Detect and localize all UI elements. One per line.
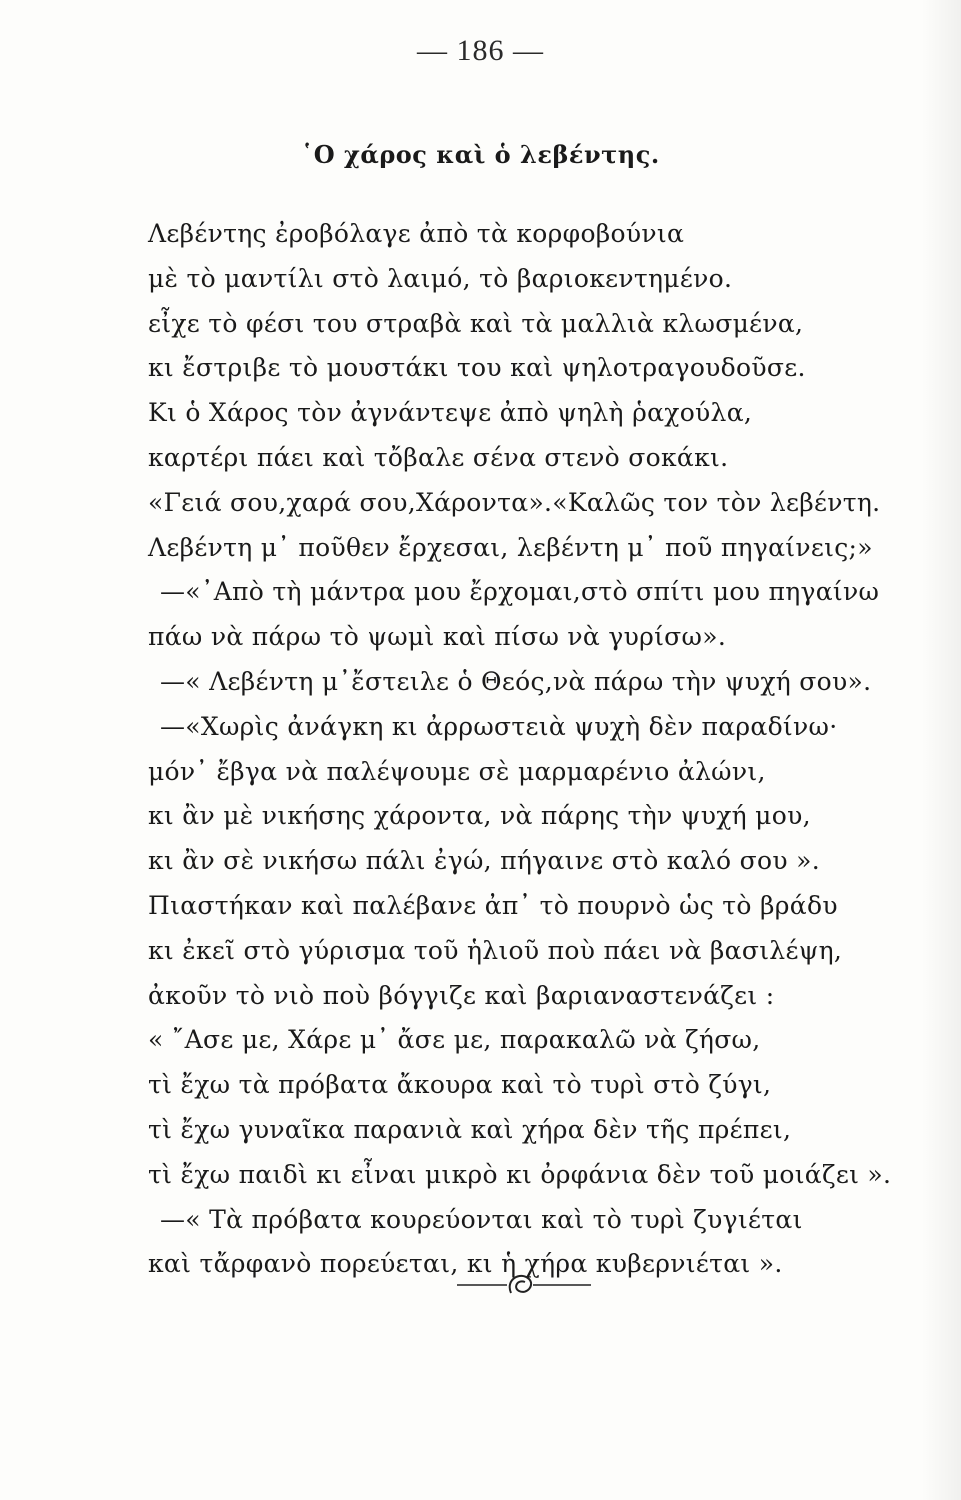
poem-line: κι ἔστριβε τὸ μουστάκι του καὶ ψηλοτραγουδοῦσε.: [148, 353, 806, 383]
poem-line: τὶ ἔχω παιδὶ κι εἶναι μικρὸ κι ὀρφάνια δὲν τοῦ μοιάζει ».: [148, 1159, 892, 1189]
poem-line: πάω νὰ πάρω τὸ ψωμὶ καὶ πίσω νὰ γυρίσω».: [148, 622, 727, 652]
poem-line: μόν᾽ ἔβγα νὰ παλέψουμε σὲ μαρμαρένιο ἀλώνι,: [148, 756, 766, 786]
tailpiece-scroll-icon: [455, 1265, 595, 1305]
poem-title: ῾Ο χάρος καὶ ὁ λεβέντης.: [301, 140, 660, 169]
poem-line: —« Λεβέντη μ᾽ἔστειλε ὁ Θεός,νὰ πάρω τὴν ψυχή σου».: [160, 666, 872, 696]
poem-line: κι ἂν μὲ νικήσης χάροντα, νὰ πάρης τὴν ψυχή μου,: [148, 801, 811, 831]
poem-line: καὶ τἄρφανὸ πορεύεται, κι ἡ χήρα κυβερνιέται ».: [148, 1249, 783, 1279]
poem-line: Λεβέντη μ᾽ ποῦθεν ἔρχεσαι, λεβέντη μ᾽ ποῦ πηγαίνεις;»: [148, 532, 873, 562]
poem-line: κι ἂν σὲ νικήσω πάλι ἐγώ, πήγαινε στὸ καλό σου ».: [148, 846, 820, 876]
poem-line: «Γειά σου,χαρά σου,Χάροντα».«Καλῶς τον τὸν λεβέντη.: [148, 487, 881, 517]
poem-line: τὶ ἔχω τὰ πρόβατα ἄκουρα καὶ τὸ τυρὶ στὸ ζύγι,: [148, 1070, 772, 1100]
poem-body: [148, 212, 928, 1287]
poem-line: « ῎Ασε με, Χάρε μ᾽ ἄσε με, παρακαλῶ νὰ ζήσω,: [148, 1025, 761, 1055]
poem-line: —« Τὰ πρόβατα κουρεύονται καὶ τὸ τυρὶ ζυγιέται: [160, 1204, 803, 1234]
poem-line: —«Χωρὶς ἀνάγκη κι ἀρρωστειὰ ψυχὴ δὲν παραδίνω·: [160, 711, 838, 741]
poem-line: Πιαστήκαν καὶ παλέβανε ἀπ᾽ τὸ πουρνὸ ὡς τὸ βράδυ: [148, 890, 838, 920]
poem-line: καρτέρι πάει καὶ τὄβαλε σένα στενὸ σοκάκι.: [148, 442, 729, 472]
poem-line: μὲ τὸ μαντίλι στὸ λαιμό, τὸ βαριοκεντημένο.: [148, 263, 733, 293]
poem-line: κι ἐκεῖ στὸ γύρισμα τοῦ ἡλιοῦ ποὺ πάει νὰ βασιλέψη,: [148, 935, 843, 965]
poem-line: τὶ ἔχω γυναῖκα παρανιὰ καὶ χήρα δὲν τῆς πρέπει,: [148, 1114, 792, 1144]
page-edge-shadow: [921, 0, 961, 1500]
poem-line: εἶχε τὸ φέσι του στραβὰ καὶ τὰ μαλλιὰ κλωσμένα,: [148, 308, 804, 338]
page-number: — 186 —: [417, 34, 544, 67]
poem-line: Κι ὁ Χάρος τὸν ἀγνάντεψε ἀπὸ ψηλὴ ῥαχούλα,: [148, 398, 753, 428]
poem-line: Λεβέντης ἐροβόλαγε ἀπὸ τὰ κορφοβούνια: [148, 219, 685, 248]
poem-line: —«᾽Απὸ τὴ μάντρα μου ἔρχομαι,στὸ σπίτι μου πηγαίνω: [160, 577, 880, 607]
poem-line: ἀκοῦν τὸ νιὸ ποὺ βόγγιζε καὶ βαριαναστενάζει :: [148, 980, 775, 1010]
